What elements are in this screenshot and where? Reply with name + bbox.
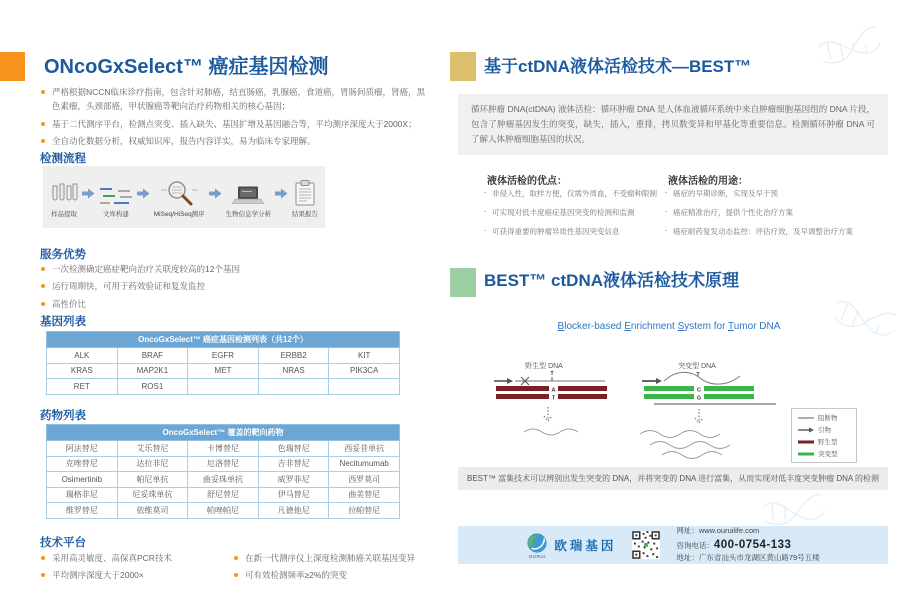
table-row [47, 472, 400, 488]
page-title-best-principle: BEST™ ctDNA液体活检技术原理 [484, 271, 740, 290]
drug-table-header: OncoGxSelect™ 覆盖的靶向药物 [47, 425, 400, 441]
section-heading-drug-list: 药物列表 [40, 410, 86, 422]
liquid-biopsy-uses-heading: 液体活检的用途： [668, 176, 748, 187]
section-heading-gene-list: 基因列表 [40, 316, 86, 328]
phone-line [676, 537, 819, 554]
section-heading-advantages: 服务优势 [40, 249, 86, 261]
process-flow [43, 166, 325, 228]
drug-cell: 达拉非尼 [117, 456, 188, 472]
sequencer-magnifier-icon [161, 176, 198, 206]
drug-cell: 帕唑帕尼 [188, 503, 259, 519]
phone-label: 咨询电话： [676, 540, 714, 550]
drug-cell: 瑞格非尼 [47, 487, 118, 503]
company-logo [526, 532, 616, 559]
section-heading-process: 检测流程 [40, 153, 86, 165]
gene-cell: EGFR [188, 348, 259, 364]
process-step [226, 176, 272, 218]
platform-bullet: 平均测序深度大于2000× [40, 568, 225, 582]
list-item: · 癌症精准治疗，提供个性化治疗方案 [665, 208, 889, 218]
contact-info [676, 526, 819, 564]
list-item: · 可实现对低丰度癌症基因突变的检测和监测 [484, 208, 664, 218]
subtitle-part: ystem for [684, 321, 728, 332]
drug-cell: 卡博替尼 [188, 441, 259, 457]
library-fragments-icon [99, 176, 133, 206]
advantage-bullet: 一次检测确定癌症靶向治疗关联度较高的12个基因 [40, 262, 425, 276]
drug-cell: 帕尼单抗 [117, 472, 188, 488]
dna-watermark-icon [813, 19, 886, 77]
mutant-type-swatch-icon [798, 451, 814, 457]
drug-cell: 厄洛替尼 [188, 456, 259, 472]
drug-cell: 威罗菲尼 [258, 472, 329, 488]
website-label: 网址： [676, 525, 699, 535]
intro-bullet-list [40, 85, 432, 152]
drug-cell: 吉非替尼 [258, 456, 329, 472]
drug-cell: 伊马替尼 [258, 487, 329, 503]
legend-label: 突变型 [818, 451, 838, 458]
intro-bullet: 基于二代测序平台，检测点突变、插入缺失、基因扩增及基因融合等，平均测序深度大于2000X； [40, 117, 432, 131]
liquid-biopsy-advantage-list [484, 189, 664, 246]
footer [458, 526, 888, 564]
process-step [292, 176, 318, 218]
product-strand [524, 429, 578, 435]
laptop-analysis-icon [232, 176, 264, 206]
displaced-blocker-curve [664, 372, 740, 384]
best-acronym-subtitle [450, 321, 888, 332]
table-row [47, 379, 400, 395]
platform-bullet: 采用高灵敏度、高保真PCR技术 [40, 551, 225, 565]
gene-cell: NRAS [258, 363, 329, 379]
wild-type-swatch-icon [798, 439, 814, 445]
wild-bottom-base: T [551, 395, 556, 402]
drug-cell: 凡德他尼 [258, 503, 329, 519]
principle-title-accent-bar [450, 268, 476, 297]
gene-cell: ROS1 [117, 379, 188, 395]
blocker-line-icon [798, 415, 814, 421]
gene-cell [188, 379, 259, 395]
page-title-oncogxselect: ONcoGxSelect™ 癌症基因检测 [44, 56, 329, 78]
platform-bullet: 在新一代测序仪上深度检测肺癌关联基因变异 [233, 551, 432, 565]
arrow-right-icon [137, 188, 150, 199]
gene-cell: KRAS [47, 363, 118, 379]
legend-item [798, 449, 850, 458]
process-step-label: 文库构建 [102, 211, 129, 218]
drug-cell: 西妥昔单抗 [329, 441, 400, 457]
mutant-bottom-base: G [696, 395, 702, 402]
drug-cell: 曲妥珠单抗 [188, 472, 259, 488]
drug-cell: 维罗替尼 [47, 503, 118, 519]
left-title-accent-bar [0, 52, 25, 81]
drug-cell: Osimertinib [47, 472, 118, 488]
list-item: · 癌症的早期诊断，实现及早干预 [665, 189, 889, 199]
report-clipboard-icon [294, 176, 316, 206]
wild-top-base: A [551, 387, 556, 394]
logo-subtext: OURUI [528, 553, 547, 559]
mutant-top-base: C [697, 387, 701, 394]
gene-cell: ALK [47, 348, 118, 364]
table-row [47, 503, 400, 519]
list-item: · 癌症耐药复发动态监控：评估疗效，及早调整治疗方案 [665, 227, 889, 237]
drug-cell: 色瑞替尼 [258, 441, 329, 457]
liquid-biopsy-advantages-heading: 液体活检的优点： [487, 176, 567, 187]
advantage-bullet: 高性价比 [40, 297, 425, 311]
gene-cell: MAP2K1 [117, 363, 188, 379]
phone-value: 400-0754-133 [713, 538, 792, 551]
table-row [47, 487, 400, 503]
process-step-label: 结果报告 [291, 211, 318, 218]
website-line [676, 526, 819, 537]
platform-bullet: 可有效检测频率≥2%的突变 [233, 568, 432, 582]
section-heading-platform: 技术平台 [40, 537, 86, 549]
process-step-label: MiSeq/HiSeq测序 [153, 211, 205, 218]
drug-cell: 克唑替尼 [47, 456, 118, 472]
gene-cell [329, 379, 400, 395]
qr-code-icon [632, 531, 660, 559]
list-item: · 可获得重要的肿瘤异质性基因突变信息 [484, 227, 664, 237]
subtitle-part: B [557, 321, 565, 332]
address-line [676, 553, 819, 564]
primer-arrow-icon [494, 378, 513, 384]
legend-label: 引物 [818, 427, 831, 434]
drug-cell: Necitumumab [329, 456, 400, 472]
gene-cell: ERBB2 [258, 348, 329, 364]
subtitle-part: nrichment [630, 321, 678, 332]
dna-watermark-icon [828, 293, 900, 347]
process-step-label: 生物信息学分析 [225, 211, 272, 218]
drug-cell: 舒尼替尼 [188, 487, 259, 503]
service-advantage-list [40, 262, 425, 314]
process-step [154, 176, 205, 218]
process-step [99, 176, 133, 218]
drug-cell: 西罗莫司 [329, 472, 400, 488]
platform-bullet-list [40, 551, 432, 586]
arrow-right-icon [275, 188, 288, 199]
list-item: · 非侵入性，取样方便，仅需外周血，不受瘤种限制 [484, 189, 664, 199]
address-value: 广东省汕头市龙湖区黄山路79号五楼 [698, 553, 820, 563]
intro-bullet: 严格根据NCCN临床诊疗指南，包含针对肺癌，结直肠癌，乳腺癌，食道癌，胃肠间质瘤，肾癌，黑色素瘤，头颈部癌，甲状腺癌等靶向治疗药物相关的核心基因； [40, 85, 432, 114]
arrow-right-icon [82, 188, 95, 199]
drug-cell: 曲美替尼 [329, 487, 400, 503]
table-row [47, 441, 400, 457]
mutant-type-label: 突变型 DNA [678, 363, 716, 370]
table-row [47, 456, 400, 472]
drug-cell: 拉帕替尼 [329, 503, 400, 519]
intro-bullet: 全自动化数据分析，权威知识库，报告内容详实，易为临床专家理解。 [40, 134, 432, 148]
subtitle-part: S [677, 321, 685, 332]
legend-item [798, 425, 850, 434]
ctdna-description-box: 循环肿瘤 DNA(ctDNA) 液体活检：循环肿瘤 DNA 是人体血液循环系统中来自肿瘤细胞基因组的 DNA 片段，包含了肿瘤基因发生的突变，缺失，插入，重排，拷贝数变异和甲基化等重要信息。检测循环肿瘤 DNA 可了解人体肿瘤细胞基因的状况。 [458, 94, 888, 155]
gene-cell: MET [188, 363, 259, 379]
gene-cell: RET [47, 379, 118, 395]
gene-cell: PIK3CA [329, 363, 400, 379]
logo-mark-icon [526, 532, 548, 559]
legend-label: 野生型 [818, 439, 838, 446]
drug-cell: 阿法替尼 [47, 441, 118, 457]
legend-item [798, 413, 850, 422]
legend-item [798, 437, 850, 446]
subtitle-part: E [624, 321, 631, 332]
subtitle-part: locker-based [564, 321, 625, 332]
down-arrow-dotted-icon [544, 407, 552, 421]
sample-tubes-icon [50, 176, 78, 206]
drug-cell: 艾乐替尼 [117, 441, 188, 457]
subtitle-part: umor DNA [733, 321, 781, 332]
gene-table [46, 331, 400, 395]
legend-label: 阻断物 [818, 415, 838, 422]
website-value: www.ouruilife.com [698, 525, 760, 535]
enriched-product-strands [640, 431, 730, 459]
logo-text: 欧瑞基因 [554, 539, 617, 553]
subtitle-part: T [728, 321, 734, 332]
mutant-blocker-base: T [696, 372, 700, 378]
wild-blocker-base: T [550, 371, 554, 377]
table-row [47, 363, 400, 379]
diagram-legend [791, 408, 857, 463]
wild-type-label: 野生型 DNA [525, 363, 563, 370]
primer-arrow-icon [798, 427, 814, 433]
down-arrow-dotted-icon [695, 409, 703, 423]
drug-cell: 依维莫司 [117, 503, 188, 519]
table-row [47, 348, 400, 364]
liquid-biopsy-use-list [665, 189, 889, 246]
drug-table [46, 424, 400, 519]
address-label: 地址： [676, 553, 699, 563]
process-step [50, 176, 78, 218]
gene-cell: KIT [329, 348, 400, 364]
primer-arrow-icon [642, 378, 662, 384]
process-step-label: 样品提取 [51, 211, 77, 218]
gene-table-header: OncoGxSelect™ 癌症基因检测列表（共12个） [47, 332, 400, 348]
page-title-best: 基于ctDNA液体活检技术—BEST™ [484, 57, 752, 76]
arrow-right-icon [209, 188, 222, 199]
drug-cell: 尼妥珠单抗 [117, 487, 188, 503]
gene-cell: BRAF [117, 348, 188, 364]
gene-cell [258, 379, 329, 395]
best-caption: BEST™ 富集技术可以辨别出发生突变的 DNA，并将突变的 DNA 进行富集，从而实现对低丰度突变肿瘤 DNA 的检测 [458, 467, 888, 490]
best-title-accent-bar [450, 52, 476, 81]
advantage-bullet: 运行周期快，可用于药效验证和复发监控 [40, 279, 425, 293]
